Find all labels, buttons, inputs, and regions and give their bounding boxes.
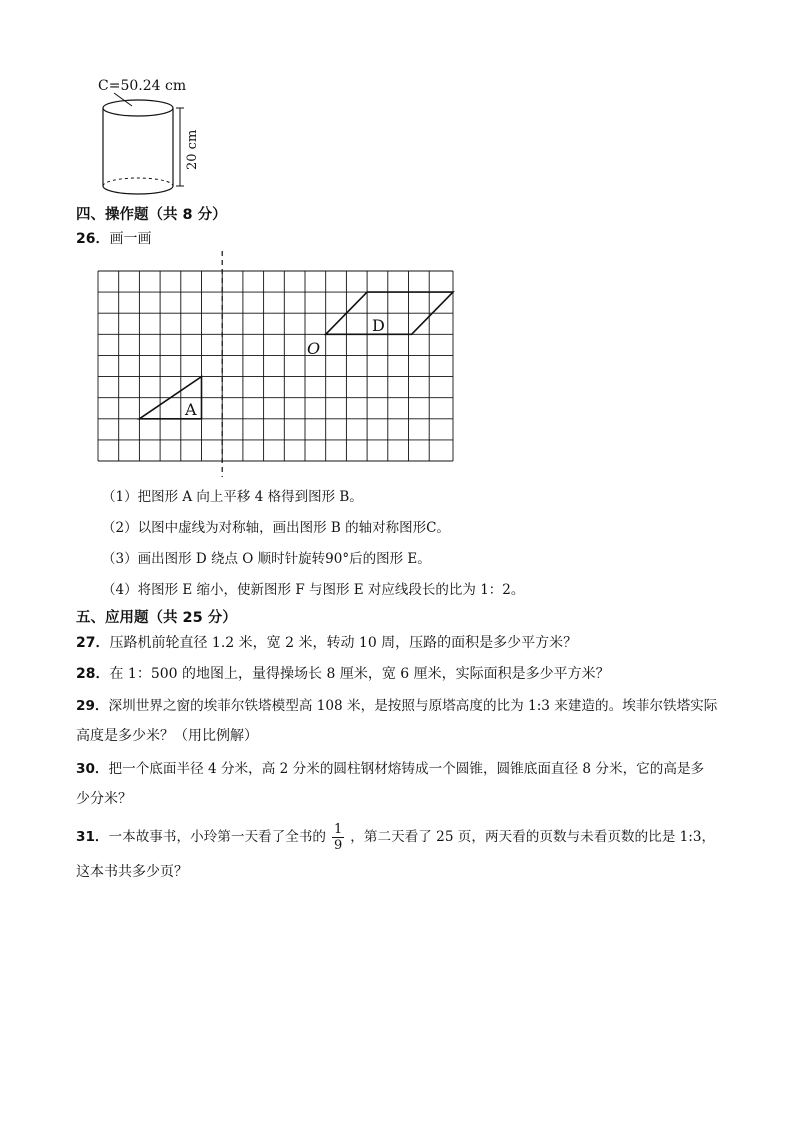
question-text-before: 一本故事书，小玲第一天看了全书的 <box>108 829 327 845</box>
question-text: 把一个底面半径 4 分米，高 2 分米的圆柱钢材熔铸成一个圆锥，圆锥底面直径 8 分米，它的高是多 <box>108 761 705 777</box>
question-28 <box>76 664 610 684</box>
question-number: 28． <box>76 666 110 682</box>
question-29-line-1 <box>76 696 717 716</box>
section-4-heading: 四、操作题（共 8 分） <box>76 207 227 223</box>
cylinder-circumference-label: C=50.24 cm <box>98 78 187 94</box>
cylinder-figure <box>94 70 214 200</box>
cylinder-height-label: 20 cm <box>185 129 200 170</box>
label-d: D <box>372 316 385 335</box>
question-number: 27． <box>76 635 110 651</box>
point-o-label: O <box>307 339 321 358</box>
cylinder-bottom-front <box>103 186 173 194</box>
grid-lines <box>98 271 453 461</box>
question-text: 深圳世界之窗的埃菲尔铁塔模型高 108 米，是按照与原塔高度的比为 1:3 来建造的。埃菲尔铁塔实际 <box>108 698 718 714</box>
grid-figure <box>96 247 458 479</box>
question-26-item-4: （4）将图形 E 缩小，使新图形 F 与图形 E 对应线段长的比为 1：2。 <box>102 582 525 598</box>
question-number: 29． <box>76 698 109 714</box>
question-26-item-2: （2）以图中虚线为对称轴，画出图形 B 的轴对称图形C。 <box>102 520 450 536</box>
section-5-heading: 五、应用题（共 25 分） <box>76 610 237 626</box>
circumference-pointer-line <box>114 93 132 106</box>
question-text-after: ，第二天看了 25 页，两天看的页数与未看页数的比是 1:3， <box>350 829 716 845</box>
question-30-line-1 <box>76 759 704 779</box>
question-number: 30． <box>76 761 109 777</box>
fraction-denominator: 9 <box>334 838 343 853</box>
label-a: A <box>185 400 197 419</box>
question-30-line-2: 少分米？ <box>76 791 132 807</box>
cylinder-top-ellipse <box>103 100 173 116</box>
question-31-line-1 <box>76 819 715 855</box>
question-text: 画一画 <box>109 231 152 247</box>
question-text: 在 1：500 的地图上，量得操场长 8 厘米，宽 6 厘米，实际面积是多少平方米？ <box>109 666 610 682</box>
question-number: 26． <box>76 231 110 247</box>
question-26-item-1: （1）把图形 A 向上平移 4 格得到图形 B。 <box>102 489 363 505</box>
question-text: 压路机前轮直径 1.2 米，宽 2 米，转动 10 周，压路的面积是多少平方米？ <box>109 635 578 651</box>
cylinder-bottom-back <box>103 178 173 186</box>
fraction-one-ninth <box>332 822 344 853</box>
question-31-line-2: 这本书共多少页？ <box>76 864 188 880</box>
question-number: 31． <box>76 829 109 845</box>
question-26-item-3: （3）画出图形 D 绕点 O 顺时针旋转90°后的图形 E。 <box>102 551 431 567</box>
question-27 <box>76 633 577 653</box>
question-26-title <box>76 229 151 249</box>
question-29-line-2: 高度是多少米？（用比例解） <box>76 728 258 744</box>
fraction-numerator: 1 <box>334 822 343 837</box>
